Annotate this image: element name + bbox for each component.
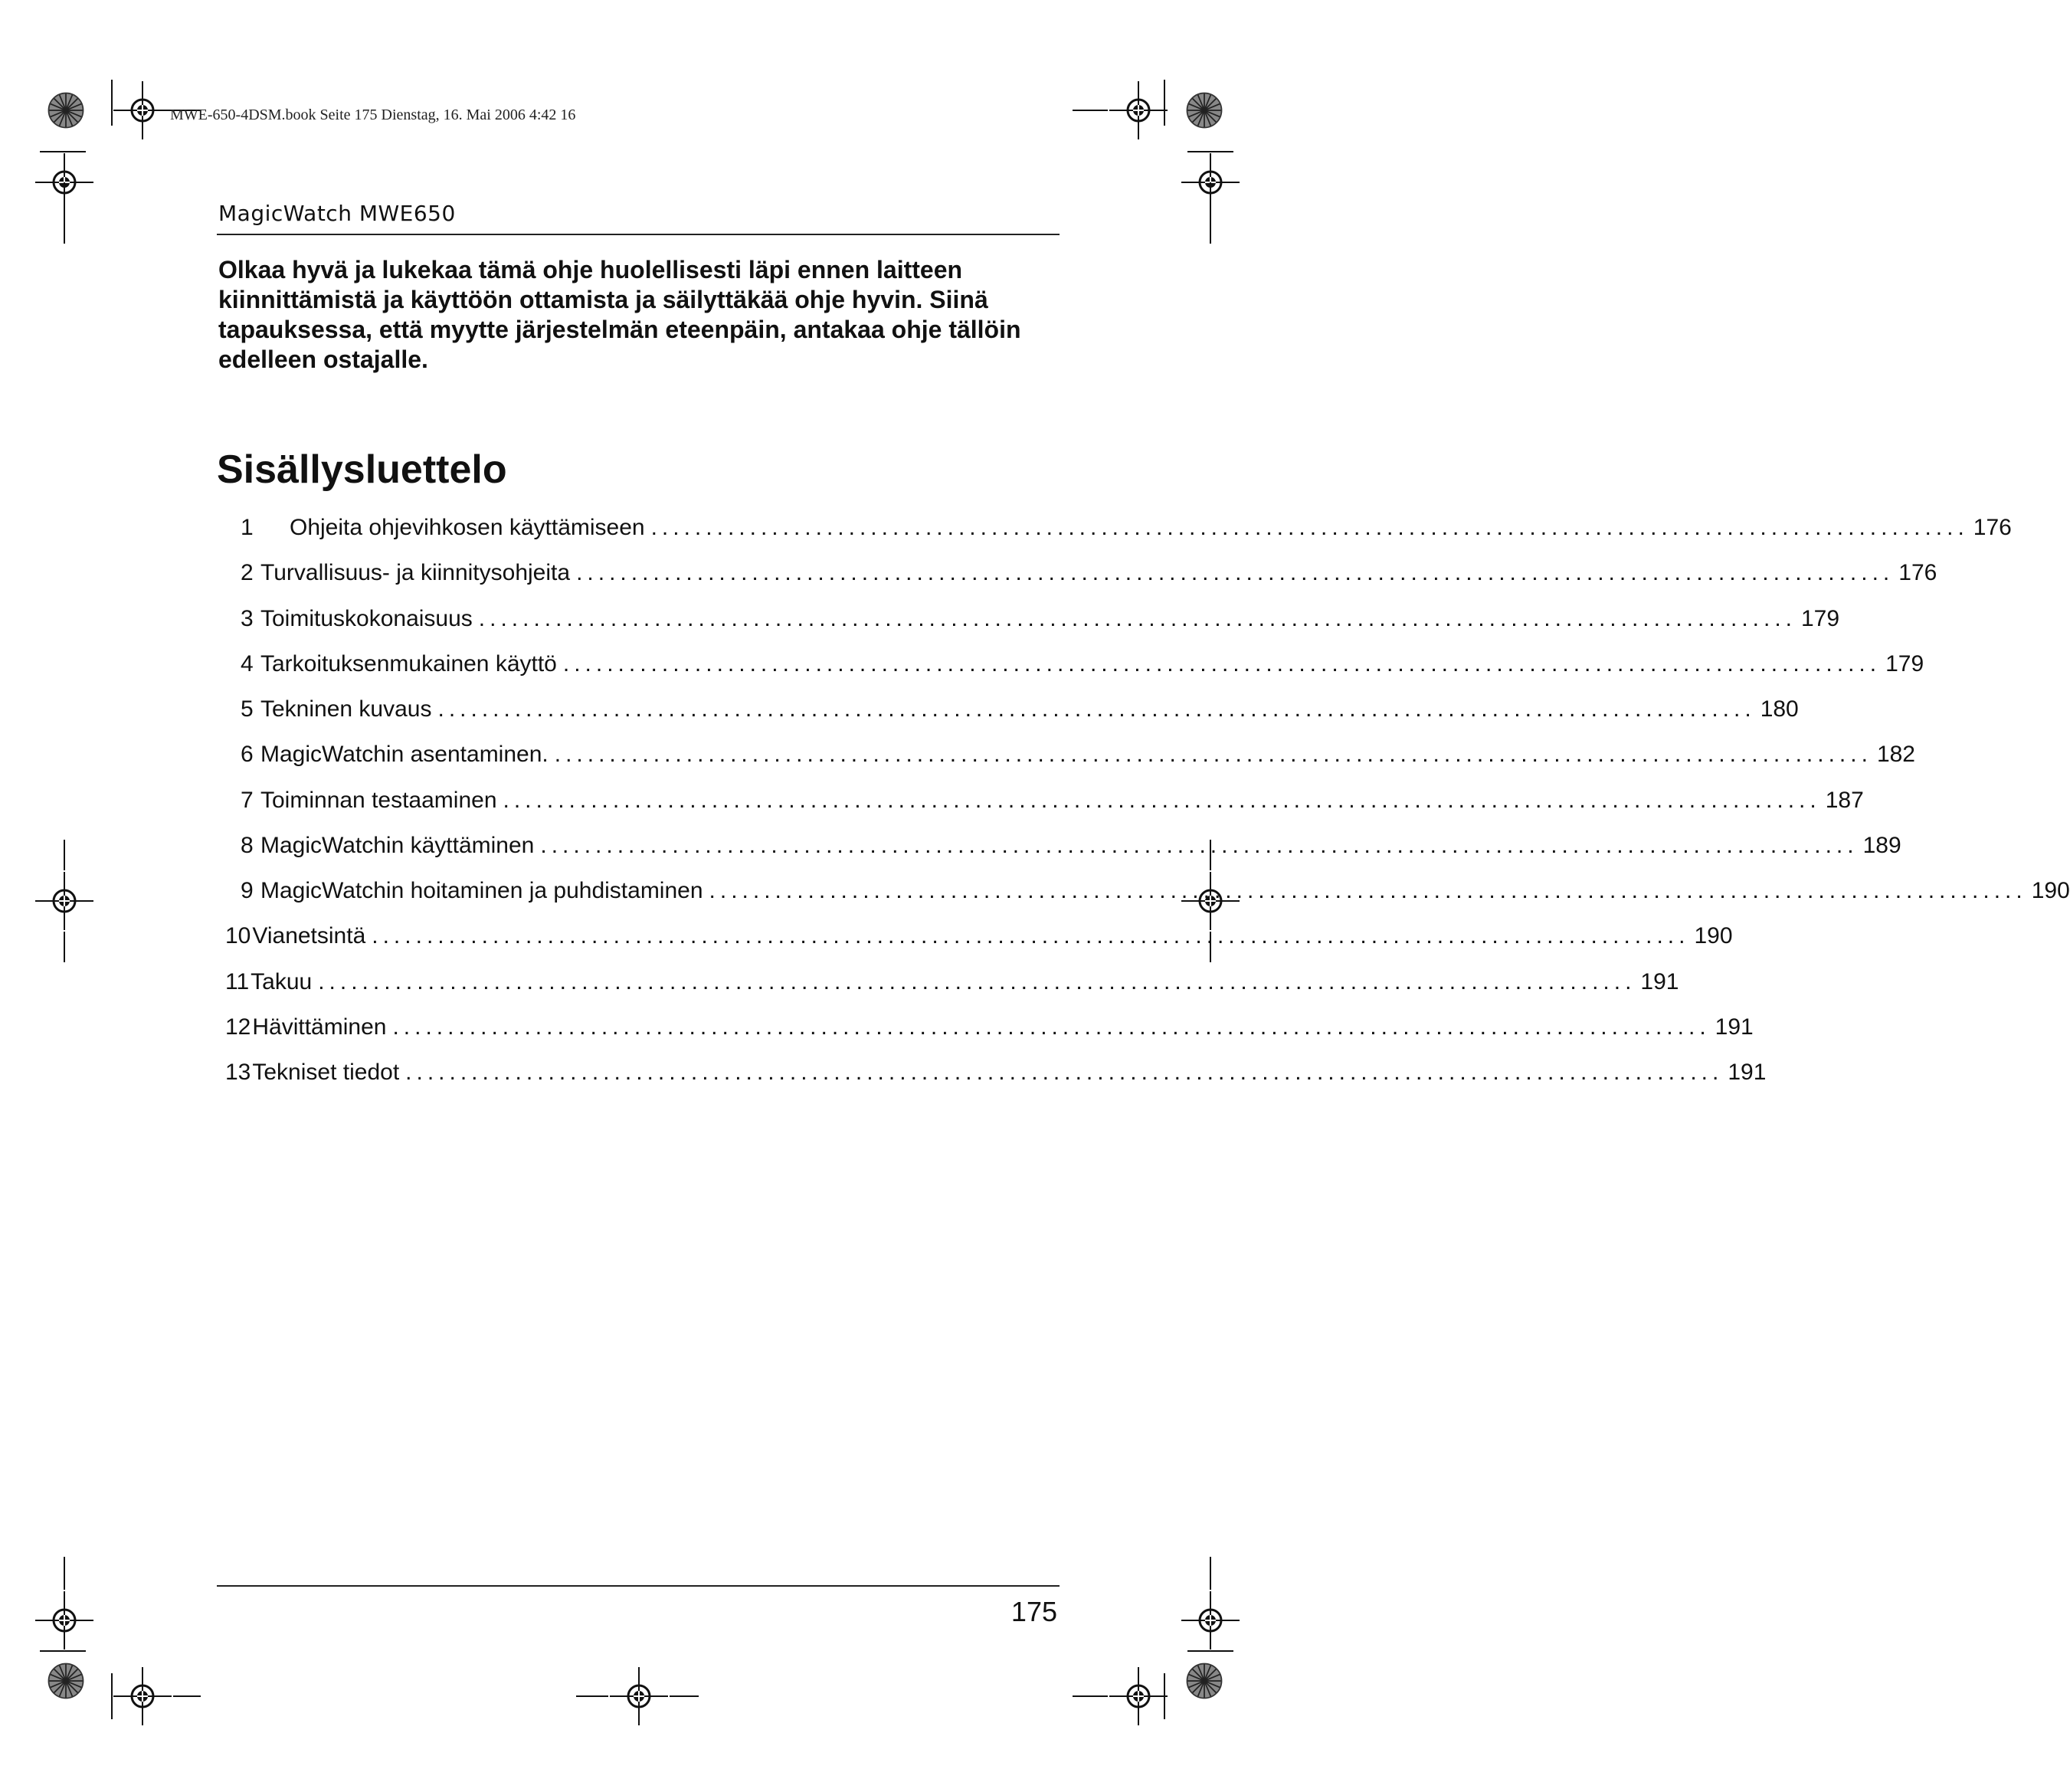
toc-entry-title: Hävittäminen [252, 1014, 387, 1040]
toc-entry [241, 651, 1924, 682]
header-divider [217, 234, 1060, 235]
toc-entry [225, 969, 1679, 1000]
toc-entry-page: 179 [1801, 606, 1840, 631]
footer-divider [217, 1585, 1060, 1587]
toc-entry-number: 7 [241, 788, 254, 813]
toc-entry-number: 13 [225, 1060, 251, 1085]
toc-entry-number: 4 [241, 651, 254, 677]
toc-leader-dots: ........................................................................................................................ [318, 969, 1636, 994]
toc-leader-dots: ........................................................................................................................ [405, 1060, 1724, 1085]
page-number: 175 [1010, 1596, 1057, 1627]
toc-entry-title: Toiminnan testaaminen [260, 788, 497, 813]
toc-entry-number: 1 [241, 515, 254, 540]
toc-entry-title: Vianetsintä [252, 923, 366, 948]
toc-entry-page: 190 [2031, 878, 2070, 903]
toc-entry-number: 12 [225, 1014, 251, 1040]
toc-leader-dots: ........................................................................................................................ [540, 833, 1859, 858]
toc-entry [225, 1060, 1767, 1090]
running-header-title: MagicWatch MWE650 [218, 201, 456, 226]
toc-entry-title: Toimituskokonaisuus [260, 606, 473, 631]
toc-entry-page: 180 [1760, 696, 1799, 722]
toc-entry-title: MagicWatchin asentaminen. [260, 742, 549, 767]
toc-leader-dots: ........................................................................................................................ [709, 878, 2027, 903]
toc-entry-number: 10 [225, 923, 251, 948]
toc-entry-title: Ohjeita ohjevihkosen käyttämiseen [290, 515, 645, 540]
toc-entry-title: Takuu [251, 969, 313, 994]
toc-heading: Sisällysluettelo [217, 447, 507, 492]
toc-entry-number: 6 [241, 742, 254, 767]
toc-entry-page: 179 [1885, 651, 1924, 677]
toc-entry [225, 923, 1733, 954]
toc-entry-page: 191 [1715, 1014, 1754, 1040]
toc-entry-number: 8 [241, 833, 254, 858]
toc-entry-title: MagicWatchin käyttäminen [260, 833, 535, 858]
toc-entry-number: 9 [241, 878, 254, 903]
toc-leader-dots: ........................................................................................................................ [576, 560, 1895, 585]
toc-leader-dots: ........................................................................................................................ [437, 696, 1756, 722]
toc-entry [241, 560, 1937, 591]
toc-entry-number: 2 [241, 560, 254, 585]
toc-entry-title: Tarkoituksenmukainen käyttö [260, 651, 557, 677]
toc-leader-dots: ........................................................................................................................ [392, 1014, 1711, 1040]
toc-entry-title: Tekniset tiedot [252, 1060, 400, 1085]
toc-entry [241, 878, 2070, 909]
toc-entry-page: 191 [1640, 969, 1679, 994]
toc-leader-dots: ........................................................................................................................ [562, 651, 1882, 677]
toc-entry [241, 515, 2012, 545]
toc-entry-title: Tekninen kuvaus [260, 696, 432, 722]
toc-entry [225, 1014, 1754, 1045]
toc-entry-page: 176 [1973, 515, 2012, 540]
toc-entry-page: 190 [1694, 923, 1733, 948]
toc-leader-dots: ........................................................................................................................ [554, 742, 1872, 767]
toc-entry [241, 696, 1799, 727]
toc-entry-title: Turvallisuus- ja kiinnitysohjeita [260, 560, 571, 585]
toc-entry-number: 5 [241, 696, 254, 722]
toc-entry-number: 11 [225, 969, 250, 994]
toc-entry-page: 176 [1898, 560, 1937, 585]
toc-entry-page: 189 [1862, 833, 1901, 858]
toc-leader-dots: ........................................................................................................................ [478, 606, 1797, 631]
toc-entry-number: 3 [241, 606, 254, 631]
toc-leader-dots: ........................................................................................................................ [650, 515, 1969, 540]
print-slug: MWE-650-4DSM.book Seite 175 Dienstag, 16. Mai 2006 4:42 16 [170, 106, 576, 123]
toc-entry-page: 187 [1825, 788, 1864, 813]
toc-entry [241, 742, 1915, 772]
toc-leader-dots: ........................................................................................................................ [503, 788, 1821, 813]
toc-entry [241, 606, 1840, 637]
toc-entry-title: MagicWatchin hoitaminen ja puhdistaminen [260, 878, 703, 903]
toc-leader-dots: ........................................................................................................................ [372, 923, 1690, 948]
toc-entry-page: 191 [1728, 1060, 1767, 1085]
toc-entry-page: 182 [1876, 742, 1915, 767]
toc-entry [241, 833, 1901, 863]
toc-entry [241, 788, 1864, 818]
intro-paragraph: Olkaa hyvä ja lukekaa tämä ohje huolellisesti läpi ennen laitteen kiinnittämistä ja käyttöön ottamista ja säilyttäkää ohje hyvin. Siinä tapauksessa, että myytte järjestelmän eteenpäin, antakaa ohje tällöin edelleen ostajalle. [218, 256, 1021, 373]
